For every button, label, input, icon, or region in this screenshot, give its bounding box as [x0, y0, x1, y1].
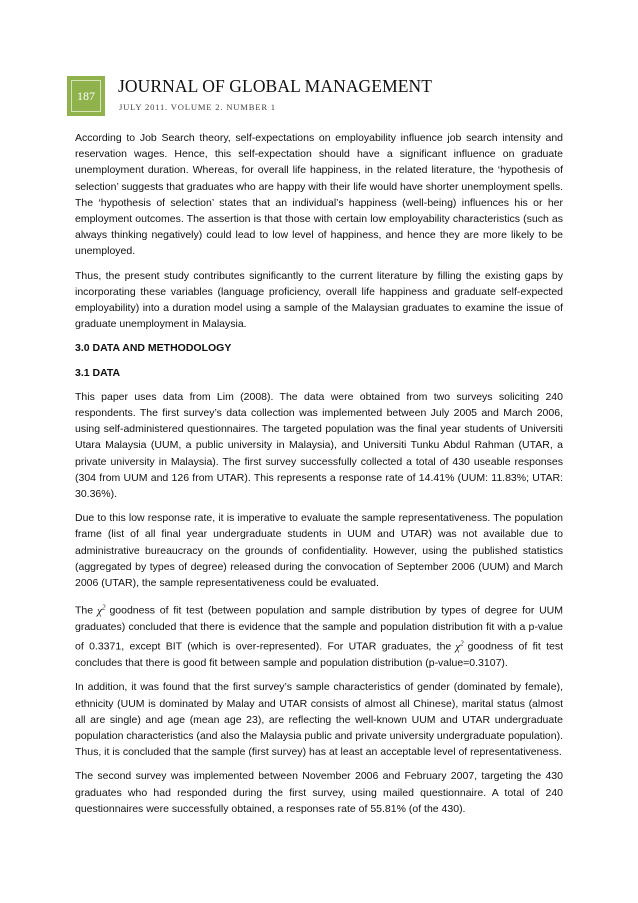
gof-end: goodness of fit test concludes that there is good fit between sample and population distribution (p-value=0.3107). — [75, 641, 564, 670]
paragraph-goodness-of-fit — [75, 599, 563, 671]
paragraph-second-survey: The second survey was implemented between November 2006 and February 2007, targeting the 430 graduates who had responded during the first survey, using mailed questionnaire. A total of 240 questionnaires were successfully obtained, a responses rate of 55.81% (of the 430). — [75, 770, 563, 815]
paragraph-contribution: Thus, the present study contributes significantly to the current literature by filling the existing gaps by incorporating these variables (language proficiency, overall life happiness and graduate self-expected employability) into a duration model using a sample of the Malaysian graduates to examine the issue of graduate unemployment in Malaysia. — [75, 269, 563, 331]
article-body — [75, 130, 563, 825]
paragraph-sample-characteristics: In addition, it was found that the first survey’s sample characteristics of gender (dominated by female), ethnicity (UUM is dominated by Malay and UTAR consists of almost all Chinese), marital status (almost all are single) and age (mean age 23), are reflecting the well-known UUM and UTAR undergraduate population characteristics (and also the Malaysia public and private university undergraduate population). Thus, it is concluded that the sample (first survey) has at least an acceptable level of representativeness. — [75, 681, 563, 759]
paragraph-job-search: According to Job Search theory, self-expectations on employability influence job search intensity and reservation wages. Hence, this self-expectation should have a significant influence on graduate unemployment duration. Whereas, for overall life happiness, in the related literature, the ‘hypothesis of selection’ suggests that graduates who are happy with their life would have shorter unemployment spells. The ‘hypothesis of selection’ states that an individual’s happiness (well-being) influences his or her employment outcomes. The assertion is that those with certain low employability characteristics (such as always thinking negatively) could lead to low level of happiness, and hence they are more likely to be unemployed. — [75, 132, 563, 258]
journal-title: JOURNAL OF GLOBAL MANAGEMENT — [118, 76, 433, 96]
page-number: 187 — [71, 80, 101, 112]
subsection-heading: 3.1 DATA — [75, 366, 121, 379]
chi-square-symbol: $\chi^2$ — [97, 603, 106, 617]
page-number-badge — [67, 76, 105, 116]
journal-issue: JULY 2011. VOLUME 2. NUMBER 1 — [119, 102, 276, 112]
gof-intro: The — [75, 604, 94, 617]
gof-middle: goodness of fit test (between population and sample distribution by types of degree for UUM graduates) concluded that there is evidence that the sample and population distribution fit with a p-value of 0.3371, except BIT (which is over-represented). For UTAR graduates, the — [75, 604, 563, 653]
paragraph-response-rate: Due to this low response rate, it is imperative to evaluate the sample representativeness. The population frame (list of all final year undergraduate students in UUM and UTAR) was not available due to administrative bureaucracy on the grounds of confidentiality. However, using the published statistics (aggregated by types of degree) released during the convocation of September 2006 (UUM) and March 2006 (UTAR), the sample representativeness could be evaluated. — [75, 512, 563, 590]
paragraph-data-source: This paper uses data from Lim (2008). The data were obtained from two surveys soliciting 240 respondents. The first survey’s data collection was implemented between July 2005 and March 2006, using self-administered questionnaires. The targeted population was the final year students of Universiti Utara Malaysia (UUM, a public university in Malaysia), and Universiti Tunku Abdul Rahman (UTAR, a private university in Malaysia). The first survey successfully collected a total of 430 useable responses (304 from UUM and 126 from UTAR). This represents a response rate of 14.41% (UUM: 11.83%; UTAR: 30.36%). — [75, 390, 563, 501]
section-heading: 3.0 DATA AND METHODOLOGY — [75, 342, 232, 355]
chi-square-symbol-2: $\chi^2$ — [455, 639, 464, 653]
